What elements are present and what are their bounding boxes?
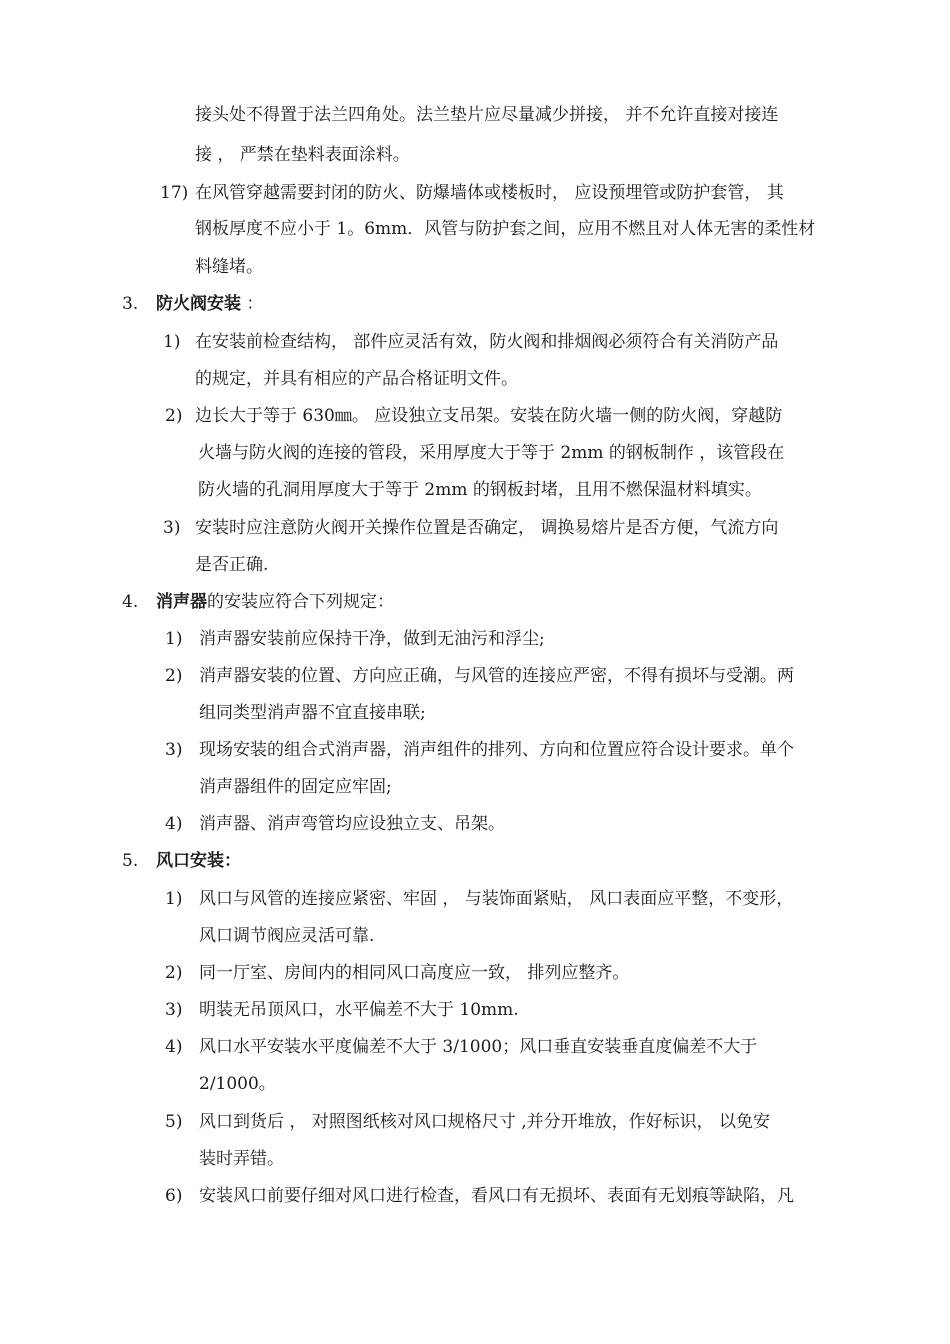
text-line: 组同类型消声器不宜直接串联; — [199, 703, 426, 723]
text-line: 接头处不得置于法兰四角处。法兰垫片应尽量减少拼接， 并不允许直接对接连 — [195, 105, 779, 125]
text-line: 同一厅室、房间内的相同风口高度应一致， 排列应整齐。 — [199, 963, 630, 983]
list-number: 4) — [165, 814, 183, 834]
list-number: 4) — [165, 1037, 183, 1057]
section-title: 消声器 — [156, 592, 207, 612]
list-number: 3) — [165, 740, 183, 760]
text-line: 风口与风管的连接应紧密、牢固 ， 与装饰面紧贴， 风口表面应平整，不变形， — [199, 889, 794, 909]
text-line: 是否正确. — [195, 555, 269, 575]
list-number: 3) — [165, 1000, 183, 1020]
list-number: 1) — [165, 629, 183, 649]
text-line: 风口到货后 ， 对照图纸核对风口规格尺寸 ,并分开堆放，作好标识， 以免安 — [199, 1112, 771, 1132]
text-line: 装时弄错。 — [199, 1149, 284, 1169]
section-number: 4. — [122, 592, 139, 612]
text-line: 现场安装的组合式消声器，消声组件的排列、方向和位置应符合设计要求。单个 — [199, 740, 794, 760]
text-line: 的规定，并具有相应的产品合格证明文件。 — [195, 369, 518, 389]
section-title: 风口安装： — [156, 851, 241, 871]
list-number: 17) — [160, 183, 189, 203]
text-line: 边长大于等于 630㎜。 应设独立支吊架。安装在防火墙一侧的防火阀，穿越防 — [195, 406, 783, 426]
text-line: 火墙与防火阀的连接的管段，采用厚度大于等于 2mm 的钢板制作 ，该管段在 — [198, 443, 785, 463]
section-number: 5. — [122, 851, 139, 871]
list-number: 3) — [163, 518, 181, 538]
list-number: 6) — [165, 1186, 183, 1206]
text-line: 明装无吊顶风口，水平偏差不大于 10mm. — [199, 1000, 519, 1020]
list-number: 1) — [163, 332, 181, 352]
list-number: 2) — [165, 666, 183, 686]
text-line: 钢板厚度不应小于 1。6mm．风管与防护套之间，应用不燃且对人体无害的柔性材 — [195, 219, 816, 239]
section-colon: ： — [241, 294, 264, 314]
text-line: 风口调节阀应灵活可靠. — [199, 926, 375, 946]
section-heading — [156, 292, 263, 316]
section-heading-rest: 的安装应符合下列规定： — [207, 592, 394, 612]
text-line: 消声器组件的固定应牢固; — [199, 777, 392, 797]
list-number: 2) — [165, 406, 183, 426]
section-number: 3. — [122, 294, 139, 314]
list-number: 2) — [165, 963, 183, 983]
text-line: 消声器安装前应保持干净，做到无油污和浮尘; — [199, 629, 545, 649]
text-line: 在安装前检查结构， 部件应灵活有效，防火阀和排烟阀必须符合有关消防产品 — [195, 332, 779, 352]
section-heading — [156, 590, 394, 614]
list-number: 5) — [165, 1112, 183, 1132]
text-line: 风口水平安装水平度偏差不大于 3/1000；风口垂直安装垂直度偏差不大于 — [199, 1037, 758, 1057]
text-line: 安装风口前要仔细对风口进行检查，看风口有无损坏、表面有无划痕等缺陷，凡 — [199, 1186, 794, 1206]
text-line: 安装时应注意防火阀开关操作位置是否确定， 调换易熔片是否方便，气流方向 — [195, 518, 779, 538]
text-line: 防火墙的孔洞用厚度大于等于 2mm 的钢板封堵，且用不燃保温材料填实。 — [198, 480, 762, 500]
text-line: 料缝堵。 — [195, 257, 263, 277]
section-title: 防火阀安装 — [156, 294, 241, 314]
text-line: 在风管穿越需要封闭的防火、防爆墙体或楼板时， 应设预埋管或防护套管， 其 — [195, 183, 784, 203]
text-line: 消声器安装的位置、方向应正确，与风管的连接应严密，不得有损坏与受潮。两 — [199, 666, 794, 686]
text-line: 2/1000。 — [199, 1074, 276, 1094]
list-number: 1) — [165, 889, 183, 909]
text-line: 接 ， 严禁在垫料表面涂料。 — [195, 145, 410, 165]
text-line: 消声器、消声弯管均应设独立支、吊架。 — [199, 814, 505, 834]
